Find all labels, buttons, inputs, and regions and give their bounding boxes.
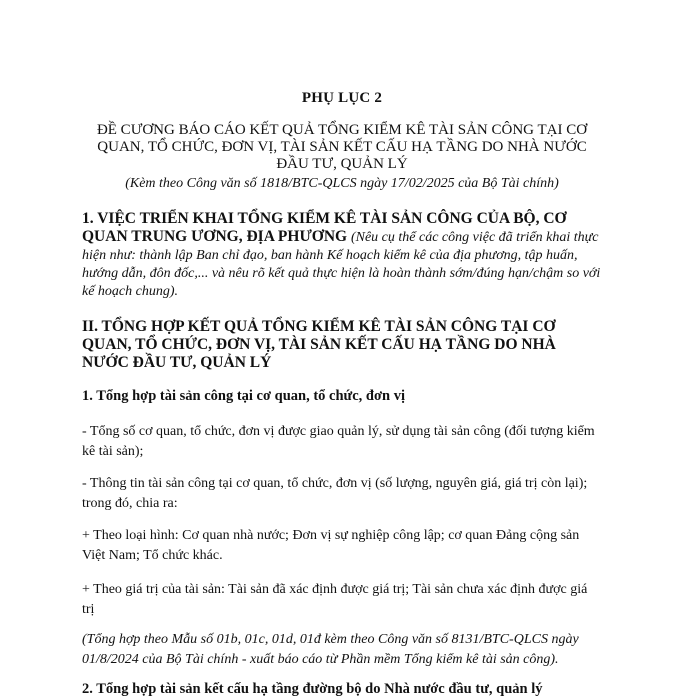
document-subtitle: (Kèm theo Công văn số 1818/BTC-QLCS ngày 17/02/2025 của Bộ Tài chính): [125, 176, 559, 191]
subsection-1-paragraph-1: - Tổng số cơ quan, tổ chức, đơn vị được giao quản lý, sử dụng tài sản công (đối tượng kiểm kê tài sản);: [82, 424, 595, 459]
subsection-1-heading: 1. Tổng hợp tài sản công tại cơ quan, tổ chức, đơn vị: [82, 388, 405, 404]
subsection-1-paragraph-4: + Theo giá trị của tài sản: Tài sản đã xác định được giá trị; Tài sản chưa xác định được giá trị: [82, 582, 588, 617]
subsection-1-paragraph-3: + Theo loại hình: Cơ quan nhà nước; Đơn vị sự nghiệp công lập; cơ quan Đảng cộng sản Việt Nam; Tổ chức khác.: [82, 528, 580, 563]
subsection-1-paragraph-2: - Thông tin tài sản công tại cơ quan, tổ chức, đơn vị (số lượng, nguyên giá, giá trị còn lại); trong đó, chia ra:: [82, 476, 588, 511]
document-title: ĐỀ CƯƠNG BÁO CÁO KẾT QUẢ TỔNG KIỂM KÊ TÀI SẢN CÔNG TẠI CƠ QUAN, TỔ CHỨC, ĐƠN VỊ, TÀI SẢN KẾT CẤU HẠ TẦNG DO NHÀ NƯỚC ĐẦU TƯ, QUẢN LÝ: [96, 122, 588, 172]
section-2-heading: II. TỔNG HỢP KẾT QUẢ TỔNG KIỂM KÊ TÀI SẢN CÔNG TẠI CƠ QUAN, TỔ CHỨC, ĐƠN VỊ, TÀI SẢN KẾT CẤU HẠ TẦNG DO NHÀ NƯỚC ĐẦU TƯ, QUẢN LÝ: [82, 318, 556, 371]
section-1-note: (Nêu cụ thể các công việc đã triển khai thực hiện như: thành lập Ban chỉ đạo, ban hành Kế hoạch kiểm kê của địa phương, tập huấn, hướng dẫn, đôn đốc,... và nêu rõ kết quả thực hiện là hoàn thành sớm/đúng hạn/chậm so với kế hoạch chung).: [82, 230, 601, 299]
subsection-1-note: (Tổng hợp theo Mẫu số 01b, 01c, 01d, 01đ kèm theo Công văn số 8131/BTC-QLCS ngày 01/8/2024 của Bộ Tài chính - xuất báo cáo từ Phần mềm Tổng kiểm kê tài sản công).: [82, 632, 579, 667]
section-1-heading: 1. VIỆC TRIỂN KHAI TỔNG KIỂM KÊ TÀI SẢN CÔNG CỦA BỘ, CƠ QUAN TRUNG ƯƠNG, ĐỊA PHƯƠNG: [82, 210, 567, 245]
subsection-2-heading: 2. Tổng hợp tài sản kết cấu hạ tầng đường bộ do Nhà nước đầu tư, quản lý: [82, 681, 543, 697]
appendix-label: PHỤ LỤC 2: [301, 90, 383, 106]
section-1: [82, 210, 602, 300]
